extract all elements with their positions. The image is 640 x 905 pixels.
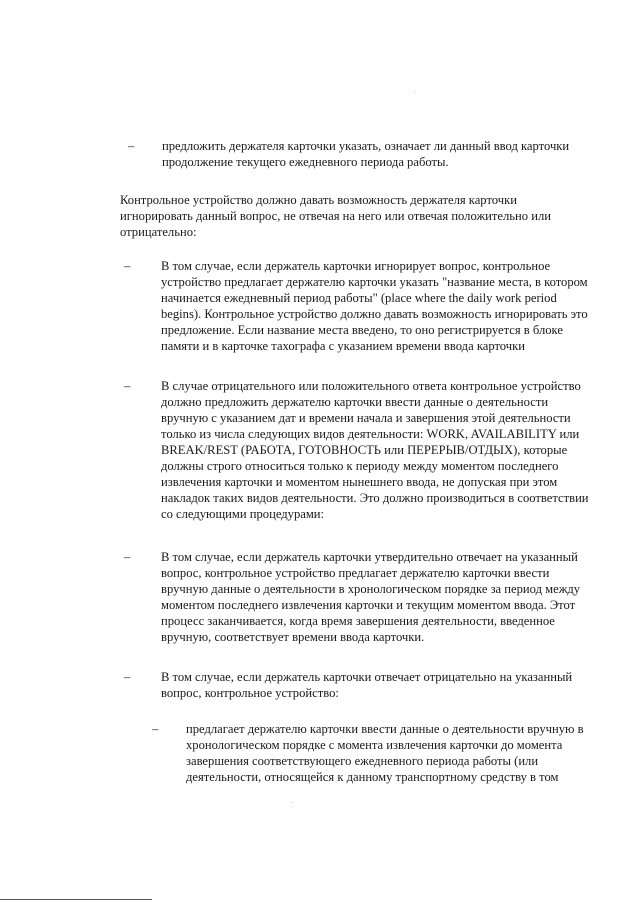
footnote-separator [0,899,152,900]
list-item-text: В том случае, если держатель карточки утвердительно отвечает на указанный вопрос, контрольное устройство предлагает держателю карточки ввести вручную данные о деятельности в хронологическом порядке за период между моментом последнего извлечения карточки и текущим моментом ввода. Этот процесс заканчивается, когда время завершения деятельности, введенное вручную, соответствует времени ввода карточки. [161,550,581,644]
list-item-text: В случае отрицательного или положительного ответа контрольное устройство должно предложить держателю карточки ввести данные о деятельности вручную с указанием дат и времени начала и завершения этой деятельности только из числа следующих видов деятельности: WORK, AVAILABILITY или BREAK/REST (РАБОТА, ГОТОВНОСТЬ или ПЕРЕРЫВ/ОТДЫХ), которые должны строго относиться только к периоду между моментом последнего извлечения карточки и моментом нынешнего ввода, не допуская при этом накладок таких видов деятельности. Это должно производиться в соответствии со следующими процедурами: [161,379,589,521]
scan-speck [291,802,292,803]
dash-bullet: – [124,259,131,273]
dash-bullet: – [124,670,131,684]
dash-bullet: – [124,379,131,393]
dash-bullet: – [124,550,131,564]
dash-bullet: – [152,722,159,736]
list-item-text: предлагает держателю карточки ввести данные о деятельности вручную в хронологическом порядке с момента извлечения карточки до момента завершения соответствующего ежедневного периода работы (или деятельности, относящейся к данному транспортному средству в том [186,722,584,784]
list-item-text: В том случае, если держатель карточки отвечает отрицательно на указанный вопрос, контрольное устройство: [161,670,573,700]
scan-speck [414,92,415,93]
paragraph: Контрольное устройство должно давать возможность держателя карточки игнорировать данный вопрос, не отвечая на него или отвечая положительно или отрицательно: [120,193,551,239]
dash-bullet: – [128,139,135,153]
list-item-text: В том случае, если держатель карточки игнорирует вопрос, контрольное устройство предлагает держателю карточки указать "название места, в котором начинается ежедневный период работы" (place where the daily work period begins). Контрольное устройство должно давать возможность игнорировать это предложение. Если название места введено, то оно регистрируется в блоке памяти и в карточке тахографа с указанием времени ввода карточки [161,259,588,353]
list-item-text: предложить держателя карточки указать, означает ли данный ввод карточки продолжение текущего ежедневного периода работы. [162,139,570,169]
